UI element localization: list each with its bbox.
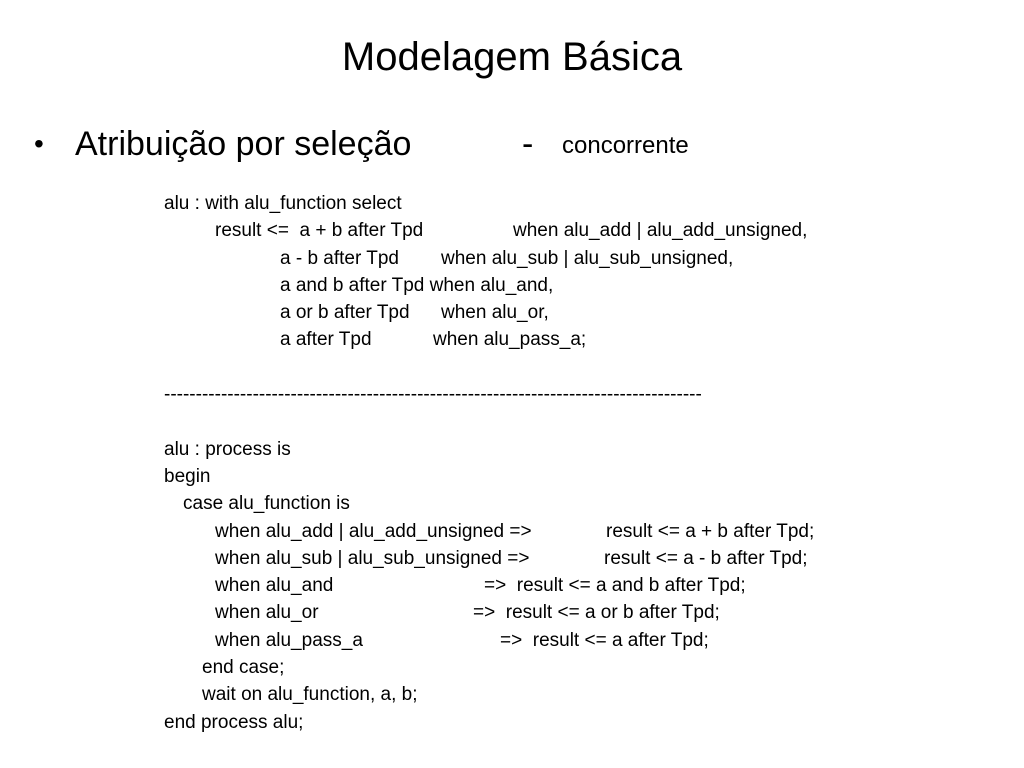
slide-title: Modelagem Básica xyxy=(341,35,683,79)
select-cond: when alu_pass_a; xyxy=(433,329,587,351)
blank-line xyxy=(164,354,1004,381)
code-line xyxy=(164,709,1004,736)
code-line xyxy=(164,627,1004,654)
code-line xyxy=(164,599,1004,626)
case-action: => result <= a and b after Tpd; xyxy=(484,575,746,597)
select-expr: a or b after Tpd xyxy=(280,302,410,324)
code-block xyxy=(164,190,1004,736)
divider: ------------------------------------------------------------------------------------- xyxy=(164,384,702,406)
case-action: => result <= a or b after Tpd; xyxy=(473,602,720,624)
code-line xyxy=(164,436,1004,463)
process-header: alu : process is xyxy=(164,438,291,460)
code-line xyxy=(164,381,1004,408)
begin-keyword: begin xyxy=(164,465,211,487)
code-line xyxy=(164,490,1004,517)
bullet-subtext: concorrente xyxy=(562,132,689,159)
select-header: alu : with alu_function select xyxy=(164,193,402,214)
select-expr: result <= a + b after Tpd xyxy=(215,220,424,242)
code-line xyxy=(164,217,1004,244)
case-when: when alu_or xyxy=(215,602,319,624)
select-cond: when alu_or, xyxy=(441,302,549,324)
code-line xyxy=(164,272,1004,299)
case-when: when alu_sub | alu_sub_unsigned => xyxy=(215,547,530,569)
end-case: end case; xyxy=(202,657,285,679)
bullet-symbol: • xyxy=(34,128,44,159)
select-expr: a and b after Tpd when alu_and, xyxy=(280,274,554,296)
select-cond: when alu_add | alu_add_unsigned, xyxy=(513,220,808,242)
bullet-separator: - xyxy=(522,125,534,163)
code-line xyxy=(164,654,1004,681)
code-line xyxy=(164,245,1004,272)
case-action: result <= a - b after Tpd; xyxy=(604,547,808,569)
code-line xyxy=(164,299,1004,326)
case-header: case alu_function is xyxy=(183,493,350,515)
select-expr: a - b after Tpd xyxy=(280,247,399,269)
case-action: result <= a + b after Tpd; xyxy=(606,520,815,542)
code-line xyxy=(164,463,1004,490)
wait-statement: wait on alu_function, a, b; xyxy=(202,684,418,706)
code-line xyxy=(164,190,1004,217)
code-line xyxy=(164,572,1004,599)
case-when: when alu_pass_a xyxy=(215,629,363,651)
code-line xyxy=(164,681,1004,708)
bullet-text: Atribuição por seleção xyxy=(75,125,412,163)
select-cond: when alu_sub | alu_sub_unsigned, xyxy=(441,247,734,269)
code-line xyxy=(164,545,1004,572)
blank-line xyxy=(164,408,1004,435)
code-line xyxy=(164,518,1004,545)
case-when: when alu_and xyxy=(215,575,334,597)
case-when: when alu_add | alu_add_unsigned => xyxy=(215,520,532,542)
select-expr: a after Tpd xyxy=(280,329,372,351)
end-process: end process alu; xyxy=(164,711,304,733)
case-action: => result <= a after Tpd; xyxy=(500,629,709,651)
code-line xyxy=(164,326,1004,353)
